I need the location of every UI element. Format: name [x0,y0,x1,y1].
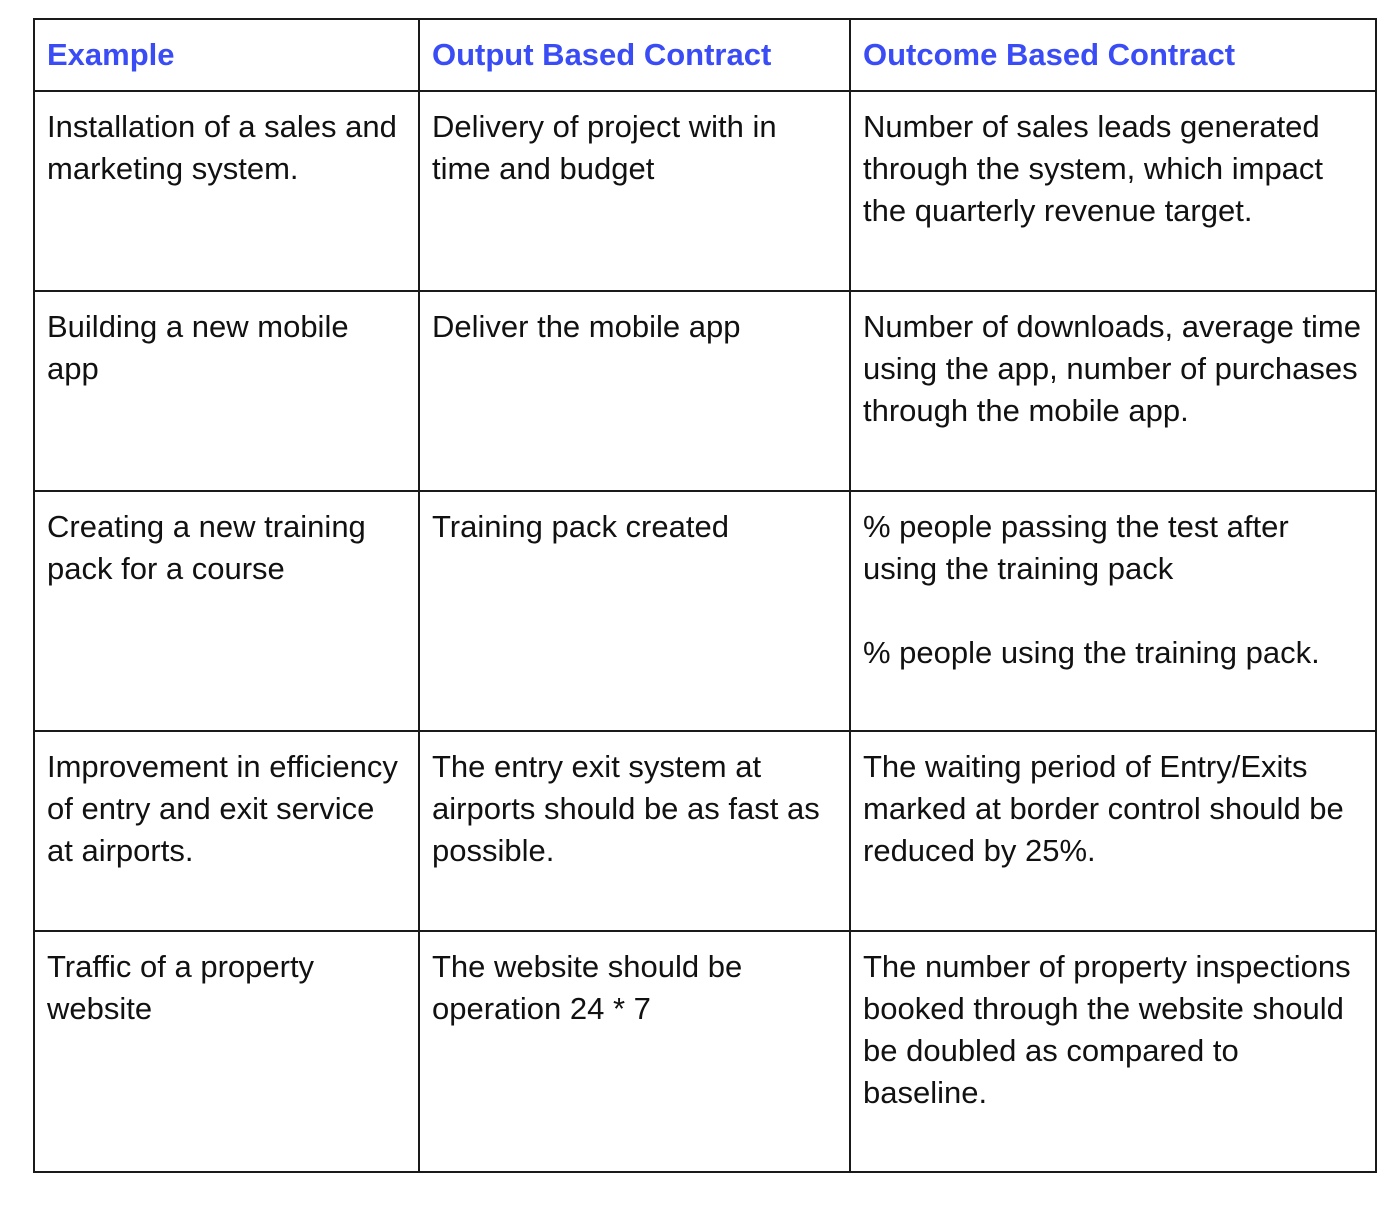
cell-output: The entry exit system at airports should be as fast as possible. [419,731,850,931]
cell-output: Delivery of project with in time and budget [419,91,850,291]
outcome-text: Number of downloads, average time using the app, number of purchases through the mobile app. [863,309,1361,428]
cell-outcome [850,291,1376,491]
outcome-text: The waiting period of Entry/Exits marked at border control should be reduced by 25%. [863,749,1344,868]
header-example: Example [34,19,419,91]
cell-outcome [850,491,1376,731]
table-row [34,91,1376,291]
cell-example: Improvement in efficiency of entry and exit service at airports. [34,731,419,931]
table-row [34,731,1376,931]
table-row [34,291,1376,491]
cell-outcome [850,731,1376,931]
header-row [34,19,1376,91]
outcome-text: % people using the training pack. [863,635,1320,670]
header-output-based: Output Based Contract [419,19,850,91]
cell-outcome [850,931,1376,1172]
table-row [34,931,1376,1172]
cell-example: Traffic of a property website [34,931,419,1172]
cell-example: Installation of a sales and marketing system. [34,91,419,291]
outcome-text: % people passing the test after using the training pack [863,509,1289,586]
cell-outcome [850,91,1376,291]
outcome-text: Number of sales leads generated through the system, which impact the quarterly revenue target. [863,109,1324,228]
cell-output: Training pack created [419,491,850,731]
cell-example: Building a new mobile app [34,291,419,491]
cell-example: Creating a new training pack for a course [34,491,419,731]
outcome-text: The number of property inspections booked through the website should be doubled as compared to baseline. [863,949,1351,1110]
contract-comparison-table [33,18,1377,1173]
paragraph-gap [863,590,1365,632]
cell-output: The website should be operation 24 * 7 [419,931,850,1172]
table-row [34,491,1376,731]
cell-output: Deliver the mobile app [419,291,850,491]
header-outcome-based: Outcome Based Contract [850,19,1376,91]
